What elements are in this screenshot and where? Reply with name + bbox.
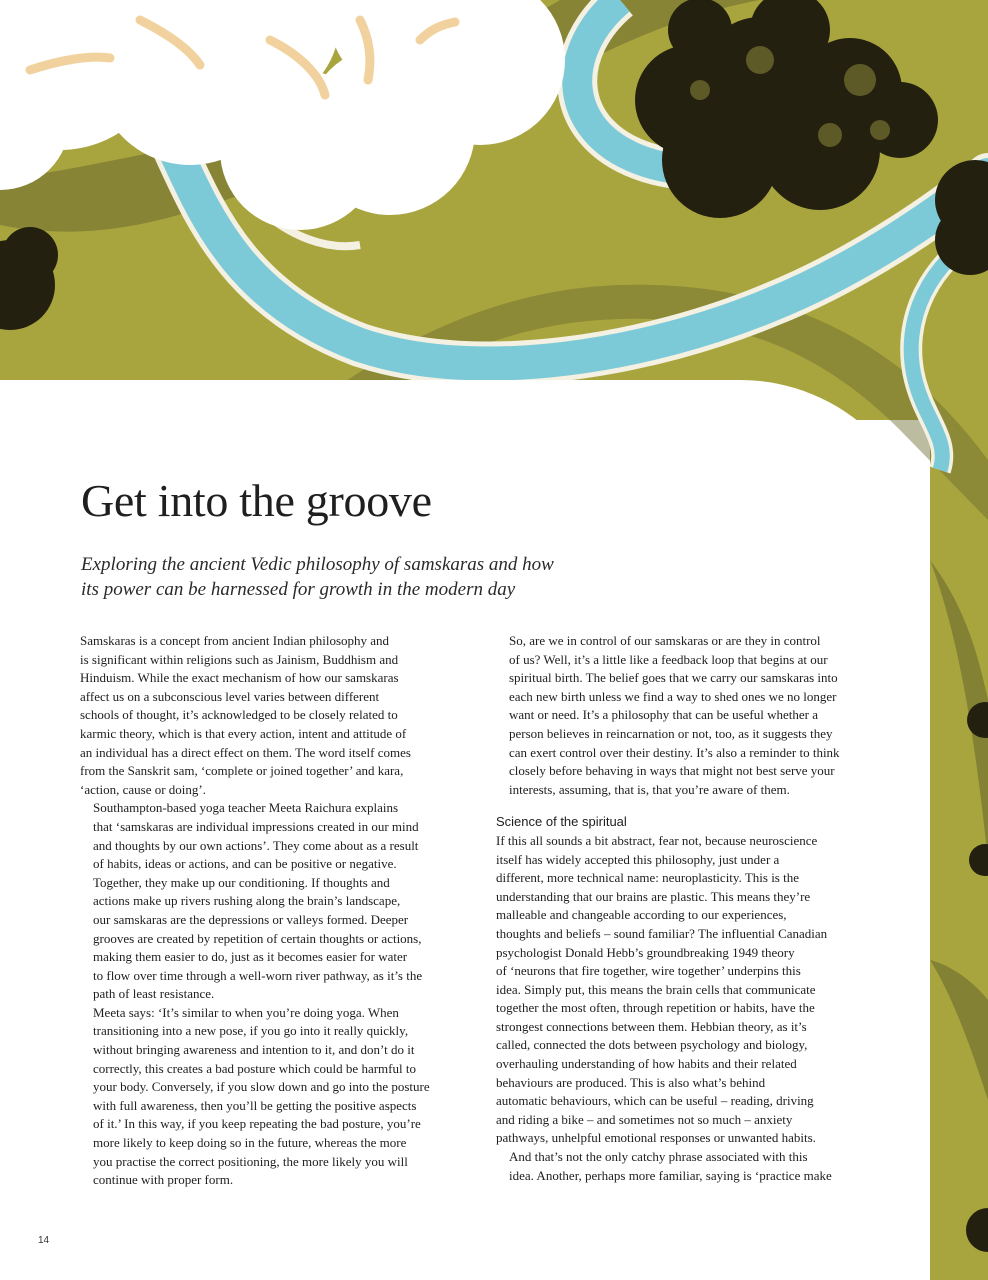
text-line: correctly, this creates a bad posture which could be harmful to — [93, 1060, 416, 1076]
text-line: ‘action, cause or doing’. — [80, 781, 206, 797]
text-line: to flow over time through a well-worn river pathway, as it’s the — [93, 967, 423, 983]
text-line: malleable and changeable according to our experiences, — [496, 907, 787, 923]
text-line: strongest connections between them. Hebbian theory, as it’s — [496, 1018, 807, 1034]
paragraph — [496, 832, 896, 1148]
text-line: overhauling understanding of how habits and their related — [496, 1056, 797, 1072]
text-line: karmic theory, which is that every action, intent and attitude of — [80, 725, 407, 741]
text-line: with full awareness, then you’ll be getting the positive aspects — [93, 1097, 417, 1113]
text-line: If this all sounds a bit abstract, fear not, because neuroscience — [496, 832, 818, 848]
text-line: each new birth unless we find a way to shed ones we no longer — [509, 688, 837, 704]
tree-right — [935, 160, 988, 275]
text-line: idea. Simply put, this means the brain cells that communicate — [496, 981, 816, 997]
text-line: spiritual birth. The belief goes that we carry our samskaras into — [509, 670, 838, 686]
text-line: schools of thought, it’s acknowledged to be closely related to — [80, 707, 398, 723]
text-line: interests, assuming, that is, that you’re aware of them. — [509, 781, 790, 797]
text-line: of it.’ In this way, if you keep repeating the bad posture, you’re — [93, 1116, 421, 1132]
text-line: from the Sanskrit sam, ‘complete or joined together’ and kara, — [80, 763, 404, 779]
text-line: of us? Well, it’s a little like a feedback loop that begins at our — [509, 651, 828, 667]
text-line: without bringing awareness and intention to it, and don’t do it — [93, 1042, 415, 1058]
paragraph — [80, 1004, 480, 1190]
body-column-left — [80, 632, 480, 1190]
text-line: actions make up rivers rushing along the brain’s landscape, — [93, 893, 401, 909]
text-line: affect us on a subconscious level varies between different — [80, 688, 380, 704]
article-title: Get into the groove — [81, 475, 432, 526]
page-number: 14 — [38, 1235, 50, 1246]
text-line: pathways, unhelpful emotional responses or unwanted habits. — [496, 1130, 816, 1146]
standfirst-line: its power can be harnessed for growth in the modern day — [81, 579, 516, 600]
article-standfirst — [81, 552, 601, 602]
text-line: more likely to keep doing so in the future, whereas the more — [93, 1135, 407, 1151]
text-line: path of least resistance. — [93, 986, 215, 1002]
text-line: an individual has a direct effect on them. The word itself comes — [80, 744, 411, 760]
text-line: idea. Another, perhaps more familiar, saying is ‘practice make — [509, 1167, 832, 1183]
text-line: of habits, ideas or actions, and can be positive or negative. — [93, 856, 397, 872]
text-line: continue with proper form. — [93, 1172, 234, 1188]
text-line: Southampton-based yoga teacher Meeta Raichura explains — [93, 800, 399, 816]
body-column-right — [496, 632, 896, 1185]
text-line: Samskaras is a concept from ancient Indian philosophy and — [80, 633, 390, 648]
olive-right-band — [930, 380, 988, 1280]
text-line: closely before behaving in ways that might not best serve your — [509, 763, 835, 779]
paragraph — [496, 1148, 896, 1185]
text-line: So, are we in control of our samskaras or are they in control — [509, 633, 821, 648]
paragraph — [80, 799, 480, 1004]
text-line: Hinduism. While the exact mechanism of how our samskaras — [80, 670, 399, 686]
text-line: making them easier to do, just as it becomes easier for water — [93, 949, 408, 965]
text-line: different, more technical name: neuroplasticity. This is the — [496, 870, 799, 886]
text-line: of ‘neurons that fire together, wire together’ underpins this — [496, 963, 801, 979]
text-line: automatic behaviours, which can be useful – reading, driving — [496, 1093, 814, 1109]
text-line: want or need. It’s a philosophy that can be useful whether a — [509, 707, 819, 723]
text-line: can exert control over their destiny. It’s also a reminder to think — [509, 744, 840, 760]
text-line: Meeta says: ‘It’s similar to when you’re doing yoga. When — [93, 1004, 399, 1020]
paragraph — [80, 632, 480, 799]
text-line: transitioning into a new pose, if you go into it really quickly, — [93, 1023, 409, 1039]
text-line: called, connected the dots between psychology and biology, — [496, 1037, 808, 1053]
text-line: you practise the correct positioning, the more likely you will — [93, 1153, 408, 1169]
text-line: understanding that our brains are plastic. This means they’re — [496, 888, 811, 904]
text-line: behaviours are produced. This is also what’s behind — [496, 1074, 766, 1090]
text-line: person believes in reincarnation or not, too, as it suggests they — [509, 725, 833, 741]
text-line: is significant within religions such as Jainism, Buddhism and — [80, 651, 399, 667]
section-subheading: Science of the spiritual — [496, 814, 627, 830]
paragraph — [496, 632, 896, 799]
text-line: and thoughts by our own actions’. They come about as a result — [93, 837, 419, 853]
text-line: psychologist Donald Hebb’s groundbreaking 1949 theory — [496, 944, 795, 960]
text-line: together the most often, through repetition or habits, have the — [496, 1000, 815, 1016]
text-line: grooves are created by repetition of certain thoughts or actions, — [93, 930, 422, 946]
text-line: our samskaras are the depressions or valleys formed. Deeper — [93, 911, 409, 927]
text-line: your body. Conversely, if you slow down and go into the posture — [93, 1079, 430, 1095]
text-line: itself has widely accepted this philosophy, just under a — [496, 851, 780, 867]
text-line: Together, they make up our conditioning. If thoughts and — [93, 874, 390, 890]
standfirst-line: Exploring the ancient Vedic philosophy of samskaras and how — [81, 554, 554, 575]
text-line: And that’s not the only catchy phrase associated with this — [509, 1149, 808, 1165]
text-line: thoughts and beliefs – sound familiar? The influential Canadian — [496, 925, 828, 941]
text-line: and riding a bike – and sometimes not so much – anxiety — [496, 1111, 793, 1127]
text-line: that ‘samskaras are individual impressions created in our mind — [93, 818, 419, 834]
